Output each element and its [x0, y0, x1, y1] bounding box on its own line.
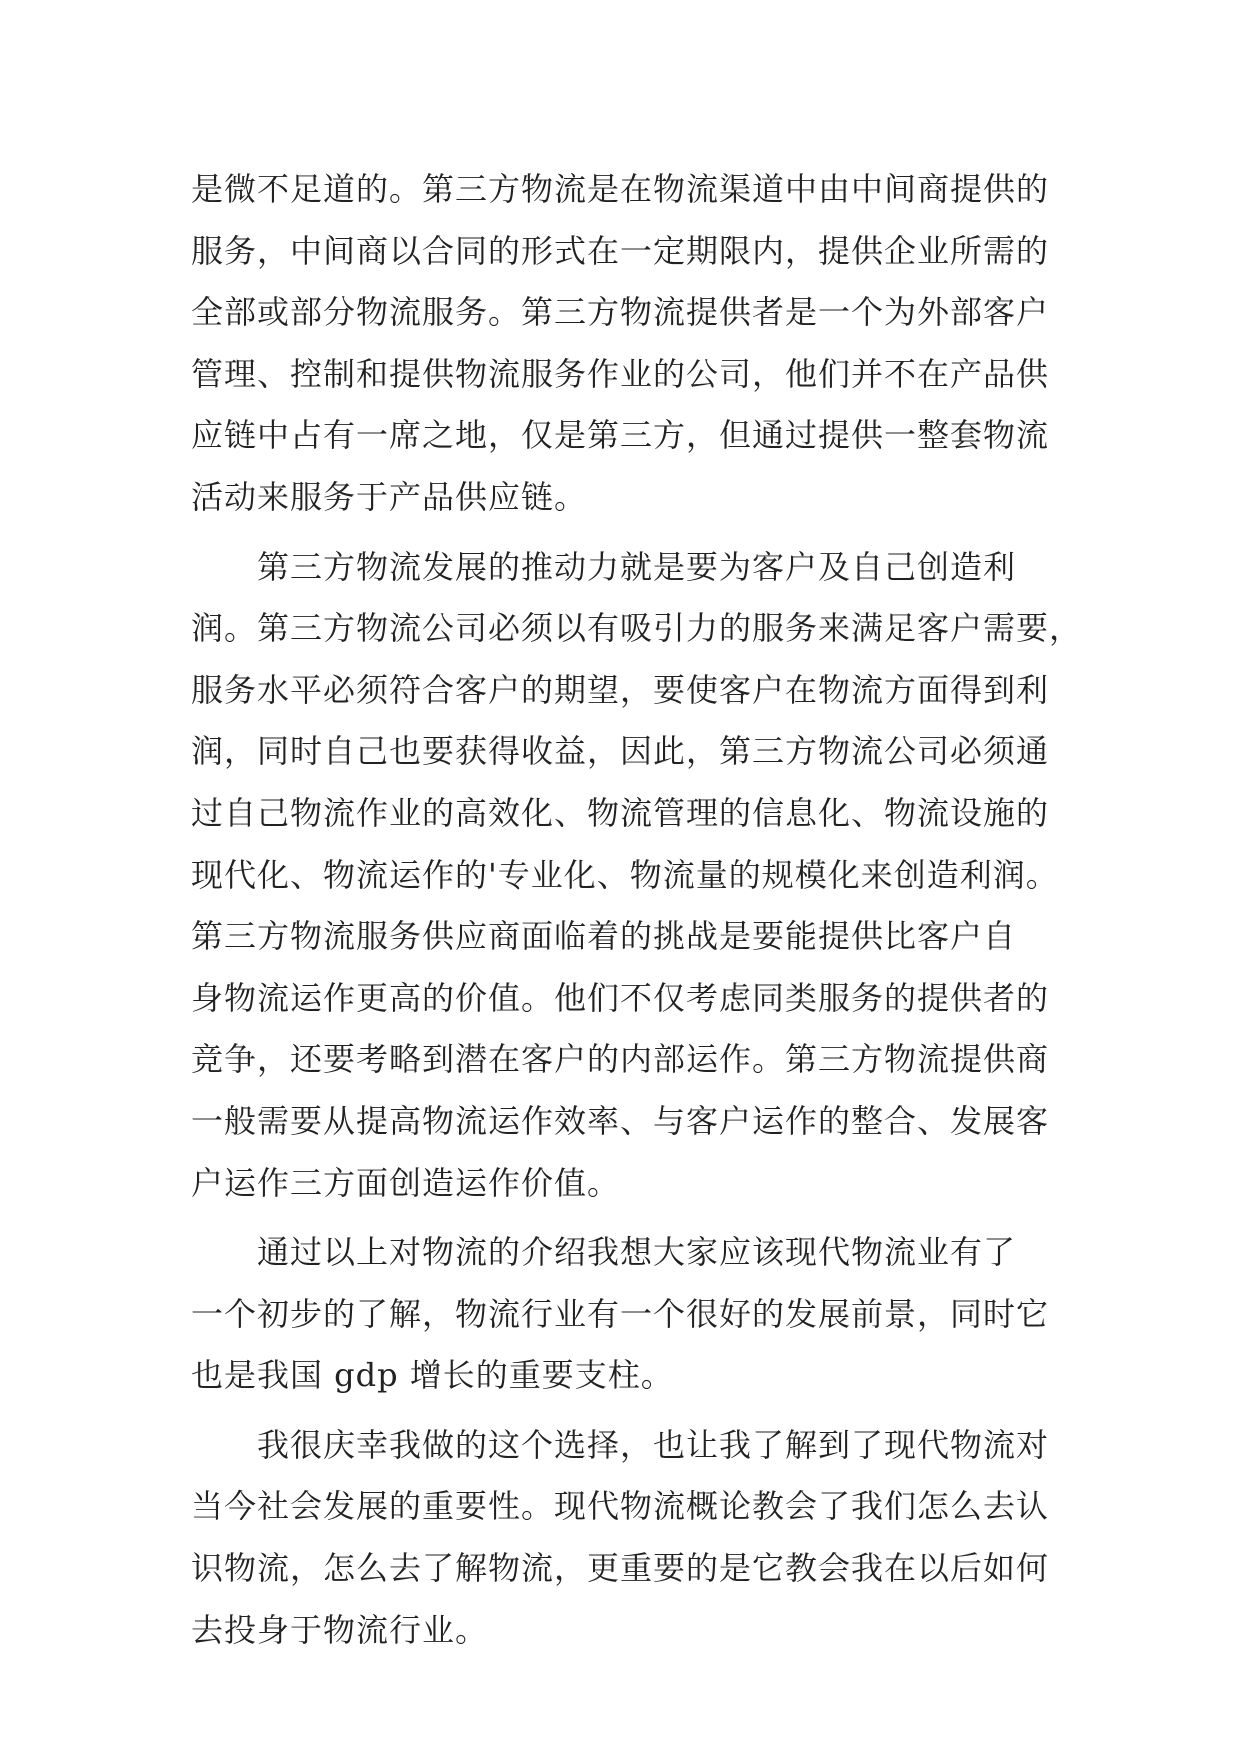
paragraph-2	[191, 537, 1083, 1215]
text-line-indented: 通过以上对物流的介绍我想大家应该现代物流业有了	[257, 1233, 1017, 1272]
paragraph-1	[191, 159, 1061, 529]
paragraph-4	[191, 1415, 1061, 1661]
text-line: 去投身于物流行业。	[191, 1610, 489, 1649]
text-line: 润，同时自己也要获得收益，因此，第三方物流公司必须通	[191, 732, 1050, 771]
text-line: 竞争，还要考略到潜在客户的内部运作。第三方物流提供商	[191, 1040, 1050, 1079]
text-line: 身物流运作更高的价值。他们不仅考虑同类服务的提供者的	[191, 978, 1050, 1017]
text-line: 应链中占有一席之地，仅是第三方，但通过提供一整套物流	[191, 416, 1050, 455]
document-body	[191, 159, 1083, 1661]
text-line: 现代化、物流运作的'专业化、物流量的规模化来创造利润。	[191, 855, 1059, 894]
text-line: 第三方物流服务供应商面临着的挑战是要能提供比客户自	[191, 917, 1017, 956]
text-line: 一个初步的了解，物流行业有一个很好的发展前景，同时它	[191, 1294, 1050, 1333]
text-line: 识物流，怎么去了解物流，更重要的是它教会我在以后如何	[191, 1549, 1050, 1588]
text-line: 当今社会发展的重要性。现代物流概论教会了我们怎么去认	[191, 1487, 1050, 1526]
text-line: 服务，中间商以合同的形式在一定期限内，提供企业所需的	[191, 231, 1050, 270]
text-line: 管理、控制和提供物流服务作业的公司，他们并不在产品供	[191, 354, 1050, 393]
text-line-indented: 我很庆幸我做的这个选择，也让我了解到了现代物流对	[257, 1425, 1050, 1464]
text-line: 户运作三方面创造运作价值。	[191, 1163, 621, 1202]
text-line: 服务水平必须符合客户的期望，要使客户在物流方面得到利	[191, 670, 1050, 709]
paragraph-gap	[191, 529, 1061, 537]
text-line: 润。第三方物流公司必须以有吸引力的服务来满足客户需要，	[191, 609, 1083, 648]
text-line: 是微不足道的。第三方物流是在物流渠道中由中间商提供的	[191, 170, 1050, 208]
text-line: 活动来服务于产品供应链。	[191, 477, 588, 516]
text-line: 也是我国 gdp 增长的重要支柱。	[191, 1356, 674, 1395]
paragraph-gap	[191, 1214, 1061, 1222]
text-line: 一般需要从提高物流运作效率、与客户运作的整合、发展客	[191, 1101, 1050, 1140]
text-line: 过自己物流作业的高效化、物流管理的信息化、物流设施的	[191, 793, 1050, 832]
paragraph-3	[191, 1222, 1061, 1407]
paragraph-gap	[191, 1407, 1061, 1415]
text-line: 全部或部分物流服务。第三方物流提供者是一个为外部客户	[191, 293, 1050, 332]
text-line-indented: 第三方物流发展的推动力就是要为客户及自己创造利	[257, 547, 1017, 586]
